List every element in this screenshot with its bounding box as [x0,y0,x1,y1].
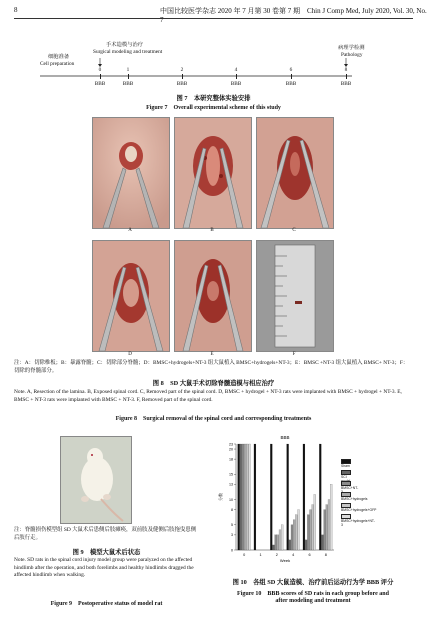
x-tick-label: 6 [308,553,311,557]
figure9-caption-cn: 图 9 模型大鼠术后状态 [72,549,141,556]
bar [287,444,289,550]
y-tick-label: 8 [231,507,233,512]
y-tick-label: 20 [229,447,233,452]
bar [312,505,314,550]
chart-title: BBB [280,435,290,440]
bbb-label: BBB [94,81,106,87]
x-tick-label: 2 [275,553,278,557]
bar [240,444,242,550]
panel-label-f: F [292,352,296,357]
bar [310,510,312,550]
timeline-axis [0,0,427,100]
figure10-caption-cn: 图 10 各组 SD 大鼠造模、治疗前后运动行为学 BBB 评分 [232,579,394,586]
legend-item [341,459,353,468]
bbb-label: BBB [285,81,297,87]
journal-header: 中国比较医学杂志 2020 年 7 月第 30 卷第 7 期 Chin J Comp Med, July 2020, Vol. 30, No. 7 [160,7,427,24]
y-axis-label: 分数 [218,493,223,501]
bar [330,484,332,550]
bar [295,515,297,550]
bar [305,540,307,550]
week-tick-6: 6 [289,67,293,73]
bbb-label: BBB [176,81,188,87]
bbb-label: BBB [230,81,242,87]
bar [279,530,281,550]
bar [326,505,328,550]
bar [272,545,274,550]
legend-label: SCI [341,475,347,479]
bar [281,525,283,550]
legend-label: Sham [341,464,350,468]
x-tick-label: 8 [324,553,327,557]
bar [246,444,248,550]
page-number: 8 [14,6,18,14]
stage-surgery-en: Surgical modeling and treatment [93,49,163,55]
figure9-caption-en: Figure 9 Postoperative status of model rat [50,601,163,607]
figure10-caption-en-2: after modeling and treatment [275,598,351,604]
panel-label-a: A [128,228,132,233]
photo-f-ruler-specimen [256,240,334,352]
figure7-caption-cn: 图 7 本研究整体实验安排 [176,95,251,102]
legend-label: BMSC+hydrogels [341,497,368,501]
bar [298,510,300,550]
bar [289,540,291,550]
figure7-caption-en: Figure 7 Overall experimental scheme of this study [146,105,281,111]
panel-label-d: D [128,352,132,357]
legend-label: BMSC+hydrogels+GFP [341,508,377,512]
figure9-note-en: Note. SD rats in the spinal cord injury model group were paralyzed on the affected hindlimb after the operation, and both forelimbs and healthy hindlimbs dragged the affected hindlimb when walking. [14,557,194,579]
legend-item [341,492,367,501]
legend-label: BMSC+NT- [341,486,359,490]
legend-item [341,514,375,527]
y-tick-label: 0 [231,548,233,553]
panel-label-e: E [210,352,214,357]
bar [238,444,240,550]
week-tick-8: 8 [344,67,348,73]
bar [324,510,326,550]
x-tick-label: 1 [259,553,262,557]
figure9-note-cn: 注：脊髓损伤模型组 SD 大鼠术后患侧后肢瘫痪，双前肢及健侧后肢拖曳患侧后肢行走。 [14,527,197,541]
bar [303,444,305,550]
bar [275,535,277,550]
bar [249,444,251,550]
bar [307,515,309,550]
bar [242,444,244,550]
photo-d-hydrogel-implant [92,240,170,352]
bar [314,494,316,550]
bar [244,444,246,550]
x-axis-label: Week [279,558,291,563]
figure8-caption-cn: 图 8 SD 大鼠手术切除脊髓造模与相应治疗 [152,380,275,387]
week-tick-1: 1 [126,67,130,73]
y-tick-label: 3 [231,533,233,538]
photo-b-exposed-cord [174,117,252,229]
y-tick-label: 5 [231,523,233,528]
legend-item [341,503,376,512]
bar [293,520,295,550]
bar [319,444,321,550]
panel-label-c: C [292,228,296,233]
figure10-caption-en-1: Figure 10 BBB scores of SD rats in each group before and [237,591,389,597]
week-tick-2: 2 [180,67,184,73]
x-tick-label: 0 [243,553,246,557]
photo-c-removed-cord [256,117,334,229]
bbb-label: BBB [122,81,134,87]
y-tick-label: 10 [229,497,233,502]
legend-label: BMSC+hydrogels+NT-3 [341,519,375,527]
figure10-bbb-chart [210,432,416,572]
bar [270,444,272,550]
stage-pathology-en: Pathology [341,52,363,58]
bar [328,500,330,550]
week-tick-4: 4 [234,67,238,73]
y-tick-label: 13 [229,482,233,487]
photo-model-rat [60,436,132,524]
photo-a-lamina-resection [92,117,170,229]
x-tick-label: 4 [292,553,295,557]
panel-label-b: B [210,228,214,233]
bar [277,535,279,550]
figure8-note-cn: 注：A：切除椎板；B：暴露脊髓；C：切除部分脊髓；D：BMSC+hydrogels+NT-3 组大鼠植入 BMSC+hydrogels+NT-3；E：BMSC +NT-3 组大鼠植入 BMSC+ NT-3；F：切除的脊髓部分。 [14,360,409,374]
photo-e-nt3-implant [174,240,252,352]
bar [254,444,256,550]
stage-surgery-cn: 手术造模与治疗 [106,42,144,48]
figure8-caption-en: Figure 8 Surgical removal of the spinal cord and corresponding treatments [115,416,312,422]
stage-cell-en: Cell preparation [40,61,75,67]
figure8-note-en: Note. A, Resection of the lamina. B, Exposed spinal cord. C, Removed part of the spinal cord. D, BMSC + hydrogel + NT-3 rats were implanted with BMSC + hydrogel + NT-3. E, BMSC + NT-3 rats were implanted with BMSC + NT-3. F, Removed part of the spinal cord. [14,389,402,403]
y-tick-label: 18 [229,457,233,462]
stage-cell-cn: 细胞准备 [48,54,70,60]
bar [321,535,323,550]
y-tick-label: 23 [229,442,233,447]
bar [291,525,293,550]
bbb-label: BBB [340,81,352,87]
week-tick-0: 0 [98,67,102,73]
stage-pathology-cn: 病理学检测 [338,45,365,51]
y-tick-label: 15 [229,472,233,477]
